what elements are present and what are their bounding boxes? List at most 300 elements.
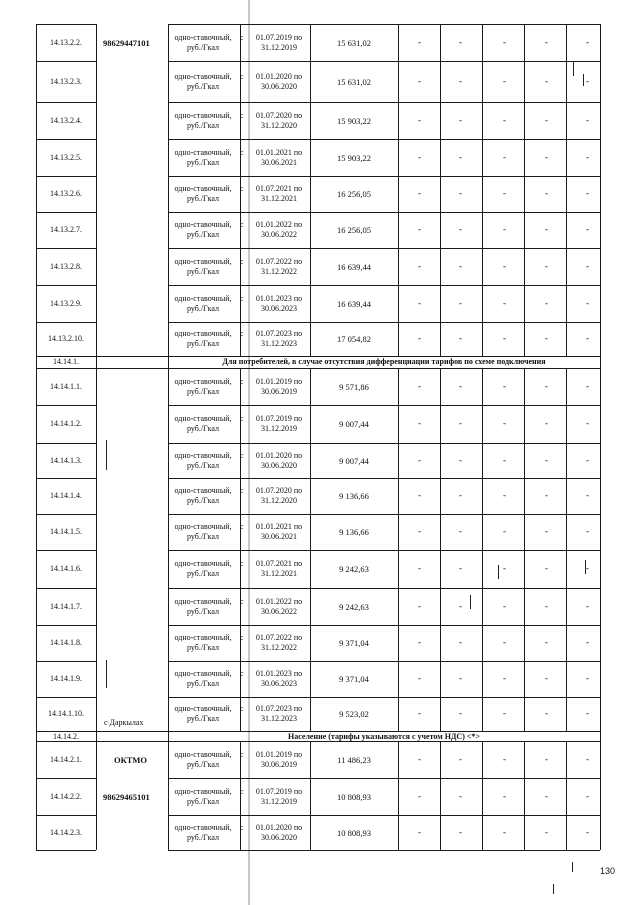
table-column-rule (440, 443, 441, 478)
empty-cell-dash: - (503, 36, 506, 47)
empty-cell-dash: - (503, 380, 506, 391)
table-row-rule (168, 778, 600, 779)
table-row-rule (168, 514, 600, 515)
table-column-rule (440, 478, 441, 514)
tariff-type: одно-ставочный, руб./Гкал (174, 220, 232, 239)
table-column-rule (398, 588, 399, 625)
tariff-value: 16 256,05 (337, 189, 371, 199)
table-column-rule (566, 24, 567, 61)
table-column-rule (600, 514, 601, 550)
number-row-rule (36, 248, 96, 249)
empty-cell-dash: - (459, 563, 462, 573)
table-column-rule (398, 102, 399, 139)
table-column-rule (440, 514, 441, 550)
period-from-prefix: с (240, 184, 244, 193)
tariff-period (240, 184, 312, 204)
tariff-type: одно-ставочный, руб./Гкал (174, 329, 232, 348)
period-from-prefix: с (240, 749, 244, 759)
table-column-rule (440, 815, 441, 850)
table-column-rule (566, 322, 567, 356)
tariff-value: 15 631,02 (337, 76, 371, 87)
number-row-rule (36, 550, 96, 551)
row-number: 14.13.2.10. (48, 334, 84, 343)
tariff-value: 9 136,66 (339, 491, 369, 501)
table-column-rule (440, 176, 441, 212)
row-number: 14.13.2.9. (50, 298, 82, 308)
scan-tick-mark (106, 440, 107, 470)
empty-cell-dash: - (418, 708, 421, 718)
table-column-rule (524, 815, 525, 850)
table-row-rule (168, 248, 600, 249)
empty-cell-dash: - (503, 526, 506, 536)
number-row-rule (36, 697, 96, 698)
empty-cell-dash: - (418, 753, 421, 764)
tariff-type: одно-ставочный, руб./Гкал (174, 786, 232, 806)
empty-cell-dash: - (418, 333, 421, 343)
empty-cell-dash: - (418, 790, 421, 801)
tariff-value: 10 808,93 (337, 827, 371, 838)
empty-cell-dash: - (545, 36, 548, 47)
tariff-period (240, 597, 312, 617)
tariff-value: 9 371,04 (339, 674, 369, 684)
tariff-type: одно-ставочный, руб./Гкал (174, 522, 232, 541)
empty-cell-dash: - (459, 260, 462, 271)
table-row-rule (168, 102, 600, 103)
tariff-period (240, 72, 312, 92)
table-column-rule (566, 102, 567, 139)
period-from-prefix: с (240, 633, 244, 642)
table-row-rule (168, 322, 600, 323)
row-number: 14.14.1.8. (50, 638, 82, 647)
period-from-prefix: с (240, 71, 244, 81)
table-column-rule (440, 741, 441, 778)
number-column-left-rule (36, 24, 37, 850)
table-column-rule (440, 697, 441, 731)
table-column-rule (600, 550, 601, 588)
period-range: 01.07.2019 по 31.12.2019 (255, 786, 303, 806)
table-column-rule (600, 778, 601, 815)
tariff-period (240, 823, 312, 843)
period-from-prefix: с (240, 704, 244, 713)
empty-cell-dash: - (586, 260, 589, 271)
empty-cell-dash: - (586, 637, 589, 647)
empty-cell-dash: - (503, 151, 506, 162)
table-column-rule (440, 405, 441, 443)
empty-cell-dash: - (418, 297, 421, 308)
empty-cell-dash: - (459, 36, 462, 47)
empty-cell-dash: - (586, 188, 589, 198)
table-column-rule (440, 285, 441, 322)
empty-cell-dash: - (418, 673, 421, 683)
table-column-rule (524, 139, 525, 176)
tariff-period (240, 148, 312, 168)
row-number: 14.14.1.7. (50, 601, 82, 611)
period-range: 01.01.2019 по 30.06.2019 (255, 376, 303, 396)
tariff-type: одно-ставочный, руб./Гкал (174, 486, 232, 505)
tariff-value: 9 242,63 (339, 601, 369, 612)
empty-cell-dash: - (418, 151, 421, 162)
number-row-rule (36, 815, 96, 816)
tariff-type: одно-ставочный, руб./Гкал (174, 147, 232, 167)
empty-cell-dash: - (418, 637, 421, 647)
empty-cell-dash: - (586, 36, 589, 47)
section-title-population: Население (тарифы указываются с учетом НДС) <*> (288, 732, 480, 741)
tariff-period (240, 33, 312, 53)
table-column-rule (600, 405, 601, 443)
table-row-rule (168, 443, 600, 444)
empty-cell-dash: - (418, 826, 421, 837)
empty-cell-dash: - (503, 753, 506, 764)
empty-cell-dash: - (586, 526, 589, 536)
table-row-rule (168, 139, 600, 140)
table-column-rule (566, 61, 567, 102)
empty-cell-dash: - (586, 600, 589, 611)
table-row-rule (168, 24, 600, 25)
empty-cell-dash: - (418, 188, 421, 198)
number-row-rule (36, 102, 96, 103)
section-right-rule (600, 731, 601, 741)
table-column-rule (398, 285, 399, 322)
tariff-period (240, 329, 312, 349)
tariff-period (240, 377, 312, 397)
tariff-period (240, 486, 312, 506)
tariff-period (240, 669, 312, 689)
tariff-period (240, 111, 312, 131)
scan-tick-mark (106, 660, 107, 688)
empty-cell-dash: - (503, 114, 506, 125)
period-range: 01.07.2023 по 31.12.2023 (255, 704, 303, 723)
tariff-type: одно-ставочный, руб./Гкал (174, 596, 232, 616)
tariff-period (240, 414, 312, 434)
row-number: 14.14.1.6. (50, 564, 82, 573)
section-number: 14.14.2. (53, 732, 79, 741)
table-column-rule (600, 478, 601, 514)
empty-cell-dash: - (545, 563, 548, 573)
table-column-rule (440, 661, 441, 697)
tariff-type: одно-ставочный, руб./Гкал (174, 414, 232, 433)
table-column-rule (600, 248, 601, 285)
row-number: 14.13.2.2. (50, 37, 82, 47)
number-row-rule (36, 212, 96, 213)
empty-cell-dash: - (459, 114, 462, 125)
empty-cell-dash: - (545, 188, 548, 198)
period-from-prefix: с (240, 32, 244, 42)
tariff-value: 9 136,66 (339, 527, 369, 537)
table-column-rule (440, 212, 441, 248)
row-number: 14.13.2.7. (50, 225, 82, 234)
table-column-rule (524, 405, 525, 443)
period-range: 01.01.2021 по 30.06.2021 (255, 147, 303, 167)
table-column-rule (566, 368, 567, 405)
empty-cell-dash: - (459, 490, 462, 500)
table-column-rule (566, 285, 567, 322)
table-column-rule (440, 368, 441, 405)
empty-cell-dash: - (418, 526, 421, 536)
row-number: 14.14.2.3. (50, 827, 82, 837)
table-column-rule (440, 61, 441, 102)
period-from-prefix: с (240, 522, 244, 531)
table-column-rule (440, 322, 441, 356)
table-column-rule (566, 176, 567, 212)
table-column-rule (440, 24, 441, 61)
table-column-rule (398, 697, 399, 731)
period-from-prefix: с (240, 376, 244, 386)
empty-cell-dash: - (586, 151, 589, 162)
table-column-rule (398, 139, 399, 176)
period-from-prefix: с (240, 450, 244, 460)
table-column-rule (398, 24, 399, 61)
period-from-prefix: с (240, 596, 244, 606)
empty-cell-dash: - (545, 673, 548, 683)
table-column-rule (482, 697, 483, 731)
table-column-rule (566, 443, 567, 478)
empty-cell-dash: - (503, 297, 506, 308)
period-range: 01.01.2021 по 30.06.2021 (255, 522, 303, 541)
table-column-rule (600, 24, 601, 61)
tariff-value: 15 903,22 (337, 152, 371, 163)
empty-cell-dash: - (459, 790, 462, 801)
tariff-period (240, 522, 312, 542)
table-column-rule (566, 661, 567, 697)
empty-cell-dash: - (545, 380, 548, 391)
empty-cell-dash: - (586, 114, 589, 125)
empty-cell-dash: - (459, 637, 462, 647)
table-column-rule (566, 625, 567, 661)
table-column-rule (524, 588, 525, 625)
table-column-rule (482, 405, 483, 443)
table-row-rule (168, 697, 600, 698)
oktmo-code: 98629465101 (103, 792, 150, 802)
empty-cell-dash: - (586, 490, 589, 500)
number-row-rule (36, 443, 96, 444)
table-column-rule (600, 322, 601, 356)
table-row-rule (168, 212, 600, 213)
empty-cell-dash: - (459, 526, 462, 536)
table-column-rule (482, 139, 483, 176)
table-column-rule (600, 815, 601, 850)
table-column-rule (566, 405, 567, 443)
row-number: 14.14.1.5. (50, 527, 82, 536)
empty-cell-dash: - (586, 708, 589, 718)
period-range: 01.07.2020 по 31.12.2020 (255, 110, 303, 130)
table-column-rule (398, 322, 399, 356)
empty-cell-dash: - (503, 418, 506, 428)
tariff-type: одно-ставочный, руб./Гкал (174, 669, 232, 688)
empty-cell-dash: - (586, 75, 589, 86)
empty-cell-dash: - (418, 75, 421, 86)
empty-cell-dash: - (503, 75, 506, 86)
empty-cell-dash: - (545, 708, 548, 718)
tariff-type: одно-ставочный, руб./Гкал (174, 256, 232, 276)
empty-cell-dash: - (418, 563, 421, 573)
section-rule (36, 368, 600, 369)
table-column-rule (566, 212, 567, 248)
empty-cell-dash: - (586, 753, 589, 764)
table-column-rule (566, 815, 567, 850)
empty-cell-dash: - (459, 708, 462, 718)
table-column-rule (482, 212, 483, 248)
period-range: 01.01.2020 по 30.06.2020 (255, 822, 303, 842)
table-column-rule (398, 741, 399, 778)
period-from-prefix: с (240, 256, 244, 266)
row-number: 14.13.2.6. (50, 189, 82, 198)
row-number: 14.14.1.2. (50, 419, 82, 428)
tariff-value: 16 639,44 (337, 298, 371, 309)
empty-cell-dash: - (418, 114, 421, 125)
empty-cell-dash: - (459, 673, 462, 683)
empty-cell-dash: - (586, 826, 589, 837)
row-number: 14.14.2.2. (50, 791, 82, 801)
table-column-rule (482, 815, 483, 850)
scan-tick-mark (573, 62, 574, 76)
tariff-type: одно-ставочный, руб./Гкал (174, 633, 232, 652)
tariff-value: 9 371,04 (339, 638, 369, 648)
period-range: 01.01.2020 по 30.06.2020 (255, 71, 303, 91)
table-column-rule (524, 176, 525, 212)
tariff-value: 17 054,82 (337, 334, 371, 344)
row-number: 14.13.2.8. (50, 261, 82, 271)
tariff-period (240, 787, 312, 807)
empty-cell-dash: - (418, 418, 421, 428)
table-column-rule (600, 588, 601, 625)
tariff-value: 15 903,22 (337, 115, 371, 126)
number-row-rule (36, 61, 96, 62)
empty-cell-dash: - (459, 75, 462, 86)
table-column-rule (440, 248, 441, 285)
table-column-rule (398, 478, 399, 514)
scan-tick-mark (498, 565, 499, 579)
table-column-rule (398, 248, 399, 285)
empty-cell-dash: - (545, 637, 548, 647)
table-column-rule (600, 61, 601, 102)
oktmo-label: ОКТМО (114, 755, 147, 765)
empty-cell-dash: - (418, 490, 421, 500)
table-column-rule (524, 61, 525, 102)
period-range: 01.07.2021 по 31.12.2021 (255, 559, 303, 578)
table-column-rule (398, 550, 399, 588)
period-range: 01.01.2020 по 30.06.2020 (255, 450, 303, 470)
tariff-period (240, 633, 312, 653)
empty-cell-dash: - (545, 526, 548, 536)
empty-cell-dash: - (459, 224, 462, 234)
row-number: 14.14.1.9. (50, 674, 82, 683)
empty-cell-dash: - (418, 224, 421, 234)
number-row-rule (36, 588, 96, 589)
period-range: 01.01.2023 по 30.06.2023 (255, 669, 303, 688)
table-row-rule (168, 61, 600, 62)
period-range: 01.01.2022 по 30.06.2022 (255, 220, 303, 239)
empty-cell-dash: - (503, 333, 506, 343)
row-number: 14.13.2.3. (50, 76, 82, 86)
table-column-rule (440, 550, 441, 588)
period-from-prefix: с (240, 110, 244, 120)
table-column-rule (524, 778, 525, 815)
tariff-period (240, 704, 312, 724)
table-column-rule (524, 322, 525, 356)
empty-cell-dash: - (545, 826, 548, 837)
table-column-rule (566, 741, 567, 778)
table-column-rule (600, 443, 601, 478)
empty-cell-dash: - (418, 260, 421, 271)
empty-cell-dash: - (503, 224, 506, 234)
tariff-period (240, 451, 312, 471)
table-column-rule (524, 368, 525, 405)
table-column-rule (398, 176, 399, 212)
table-column-rule (524, 212, 525, 248)
empty-cell-dash: - (586, 563, 589, 573)
table-column-rule (440, 778, 441, 815)
empty-cell-dash: - (459, 188, 462, 198)
empty-cell-dash: - (586, 333, 589, 343)
period-range: 01.07.2023 по 31.12.2023 (255, 329, 303, 348)
period-range: 01.07.2020 по 31.12.2020 (255, 486, 303, 505)
empty-cell-dash: - (545, 224, 548, 234)
empty-cell-dash: - (459, 333, 462, 343)
table-column-rule (482, 514, 483, 550)
scan-tick-mark (583, 74, 584, 86)
period-range: 01.01.2019 по 30.06.2019 (255, 749, 303, 769)
period-from-prefix: с (240, 329, 244, 338)
empty-cell-dash: - (459, 454, 462, 465)
table-column-rule (566, 697, 567, 731)
table-column-rule (566, 588, 567, 625)
period-from-prefix: с (240, 486, 244, 495)
period-range: 01.07.2019 по 31.12.2019 (255, 32, 303, 52)
empty-cell-dash: - (545, 75, 548, 86)
empty-cell-dash: - (459, 753, 462, 764)
row-number: 14.13.2.4. (50, 115, 82, 125)
period-range: 01.07.2022 по 31.12.2022 (255, 256, 303, 276)
empty-cell-dash: - (503, 600, 506, 611)
table-column-rule (482, 176, 483, 212)
table-row-rule (168, 405, 600, 406)
tariff-value: 9 242,63 (339, 564, 369, 574)
empty-cell-dash: - (503, 490, 506, 500)
empty-cell-dash: - (418, 380, 421, 391)
empty-cell-dash: - (459, 600, 462, 611)
table-column-rule (600, 139, 601, 176)
scan-tick-mark (553, 884, 554, 894)
table-column-rule (482, 741, 483, 778)
table-column-rule (398, 514, 399, 550)
tariff-type: одно-ставочный, руб./Гкал (174, 184, 232, 203)
table-column-rule (482, 443, 483, 478)
period-from-prefix: с (240, 220, 244, 229)
tariff-type: одно-ставочный, руб./Гкал (174, 32, 232, 52)
table-row-rule (168, 588, 600, 589)
table-column-rule (482, 102, 483, 139)
table-row-rule (168, 285, 600, 286)
empty-cell-dash: - (459, 151, 462, 162)
number-row-rule (36, 850, 96, 851)
tariff-type: одно-ставочный, руб./Гкал (174, 822, 232, 842)
table-column-rule (524, 478, 525, 514)
empty-cell-dash: - (586, 418, 589, 428)
tariff-value: 9 007,44 (339, 419, 369, 429)
empty-cell-dash: - (545, 333, 548, 343)
empty-cell-dash: - (503, 188, 506, 198)
number-row-rule (36, 139, 96, 140)
empty-cell-dash: - (503, 637, 506, 647)
table-row-rule (168, 815, 600, 816)
empty-cell-dash: - (586, 454, 589, 465)
table-column-rule (524, 697, 525, 731)
table-column-rule (524, 550, 525, 588)
section-right-rule (600, 356, 601, 368)
section-number: 14.14.1. (53, 357, 79, 366)
number-row-rule (36, 322, 96, 323)
table-column-rule (482, 24, 483, 61)
